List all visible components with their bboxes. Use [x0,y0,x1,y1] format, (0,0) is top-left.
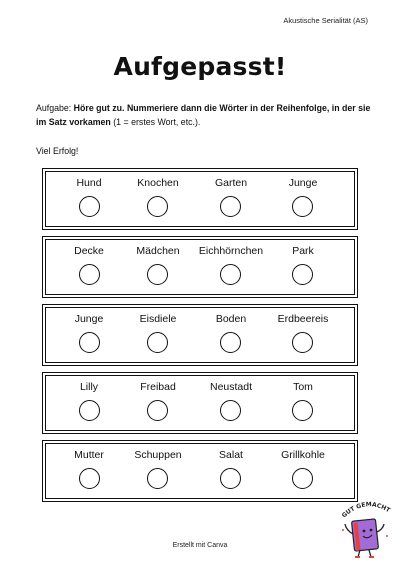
svg-text:GUT GEMACHT [341,501,392,519]
word-row-5 [42,440,358,502]
word-label: Freibad [140,381,176,393]
instruction-prefix: Aufgabe: [36,103,74,113]
answer-circle[interactable] [220,196,241,217]
answer-circle[interactable] [292,468,313,489]
happy-book-mascot-icon [336,496,394,560]
word-row-4 [42,372,358,434]
word-label: Grillkohle [281,449,325,461]
answer-circle[interactable] [79,196,100,217]
footer-credit: Erstellt mit Canva [172,542,228,549]
answer-circle[interactable] [79,332,100,353]
answer-circle[interactable] [147,332,168,353]
word-row-2 [42,236,358,298]
answer-circle[interactable] [220,468,241,489]
answer-circle[interactable] [220,264,241,285]
word-row-3 [42,304,358,366]
word-label: Decke [74,245,104,257]
word-row-1 [42,168,358,230]
answer-circle[interactable] [292,400,313,421]
answer-circle[interactable] [147,468,168,489]
word-label: Neustadt [209,381,253,393]
word-label: Erdbeereis [277,313,329,325]
answer-circle[interactable] [292,196,313,217]
good-luck-text: Viel Erfolg! [36,146,79,156]
word-label: Garten [214,177,248,189]
word-label: Salat [219,449,243,461]
sticker-text: GUT GEMACHT [340,501,392,520]
page-title: Aufgepasst! [113,52,287,81]
word-label: Tom [293,381,313,393]
answer-circle[interactable] [147,264,168,285]
answer-circle[interactable] [79,264,100,285]
answer-circle[interactable] [79,468,100,489]
word-label: Park [292,245,314,257]
answer-circle[interactable] [220,400,241,421]
word-label: Hund [76,177,102,189]
word-label: Schuppen [134,449,182,461]
word-label: Eichhörnchen [198,245,264,257]
word-label: Knochen [137,177,179,189]
answer-circle[interactable] [79,400,100,421]
word-label: Junge [288,177,318,189]
answer-circle[interactable] [292,332,313,353]
header-subject: Akustische Serialität (AS) [283,16,368,25]
answer-circle[interactable] [220,332,241,353]
word-label: Eisdiele [139,313,177,325]
word-label: Boden [215,313,247,325]
instruction-bold: Höre gut zu. Nummeriere dann die Wörter in der Reihenfolge, in der sie im Satz vorkamen [36,103,371,127]
word-label: Junge [74,313,104,325]
answer-circle[interactable] [292,264,313,285]
task-instruction [36,102,372,129]
instruction-suffix: (1 = erstes Wort, etc.). [110,116,201,127]
answer-circle[interactable] [147,196,168,217]
word-label: Mutter [74,449,104,461]
answer-circle[interactable] [147,400,168,421]
word-label: Lilly [79,381,99,393]
word-label: Mädchen [136,245,180,257]
